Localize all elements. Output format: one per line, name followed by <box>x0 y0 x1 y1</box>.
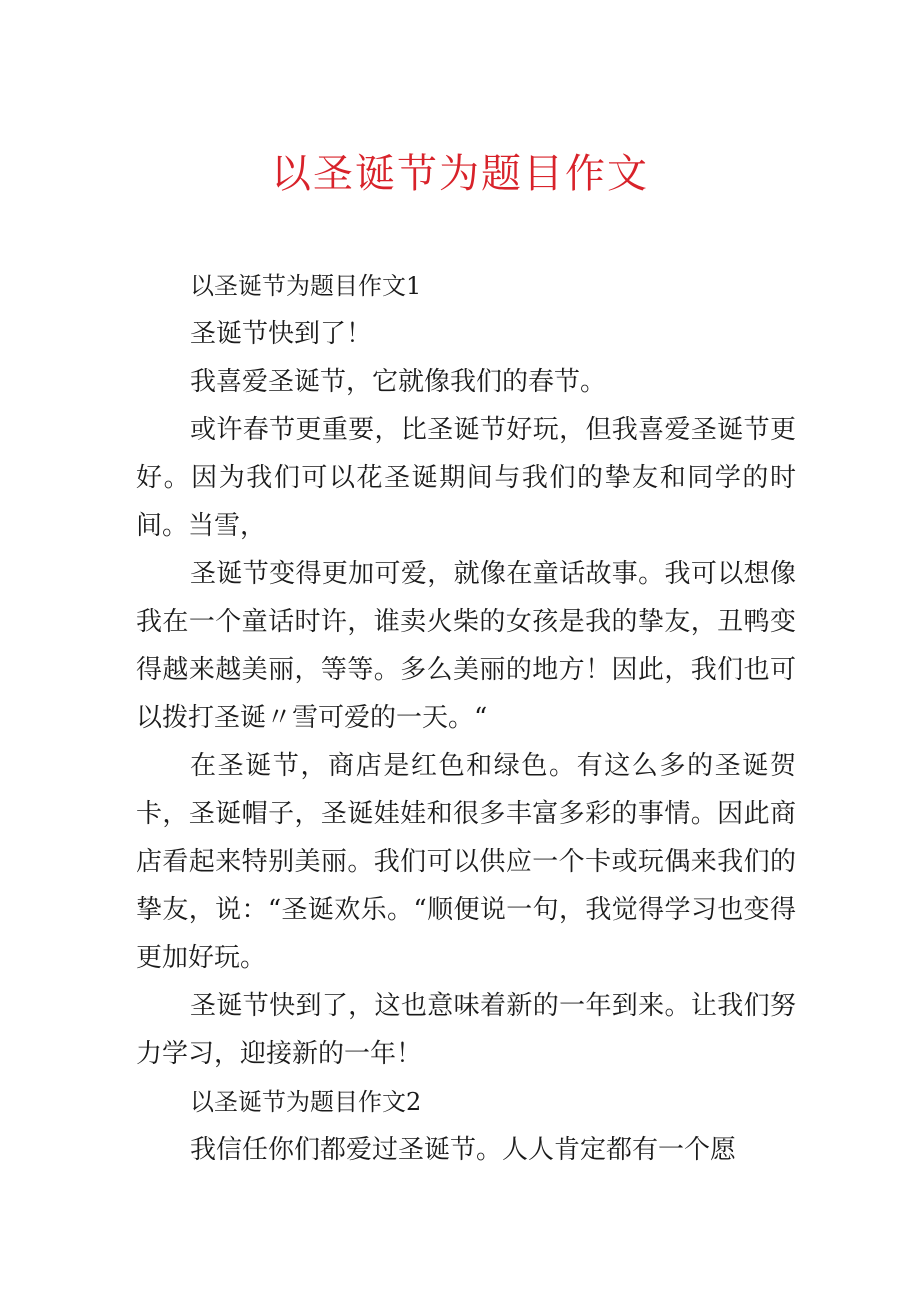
paragraph: 圣诞节快到了，这也意味着新的一年到来。让我们努力学习，迎接新的一年！ <box>136 991 796 1069</box>
document-title: 以圣诞节为题目作文 <box>271 151 649 197</box>
paragraph: 圣诞节变得更加可爱，就像在童话故事。我可以想像我在一个童话时许，谁卖火柴的女孩是我的挚友，丑鸭变得越来越美丽，等等。多么美丽的地方！因此，我们也可以拨打圣诞〃雪可爱的一天。“ <box>136 559 796 733</box>
paragraph: 我喜爱圣诞节，它就像我们的春节。 <box>190 367 607 397</box>
paragraph: 在圣诞节，商店是红色和绿色。有这么多的圣诞贺卡，圣诞帽子，圣诞娃娃和很多丰富多彩的事情。因此商店看起来特别美丽。我们可以供应一个卡或玩偶来我们的挚友，说：“圣诞欢乐。“顺便说一句，我觉得学习也变得更加好玩。 <box>136 751 796 973</box>
document-body <box>136 262 796 1174</box>
paragraph: 我信任你们都爱过圣诞节。人人肯定都有一个愿 <box>190 1135 737 1165</box>
paragraph: 或许春节更重要，比圣诞节好玩，但我喜爱圣诞节更好。因为我们可以花圣诞期间与我们的挚友和同学的时间。当雪， <box>136 415 796 541</box>
paragraph: 圣诞节快到了！ <box>190 319 373 349</box>
essay-heading-1: 以圣诞节为题目作文1 <box>190 272 422 300</box>
essay-heading-2: 以圣诞节为题目作文2 <box>190 1088 422 1116</box>
